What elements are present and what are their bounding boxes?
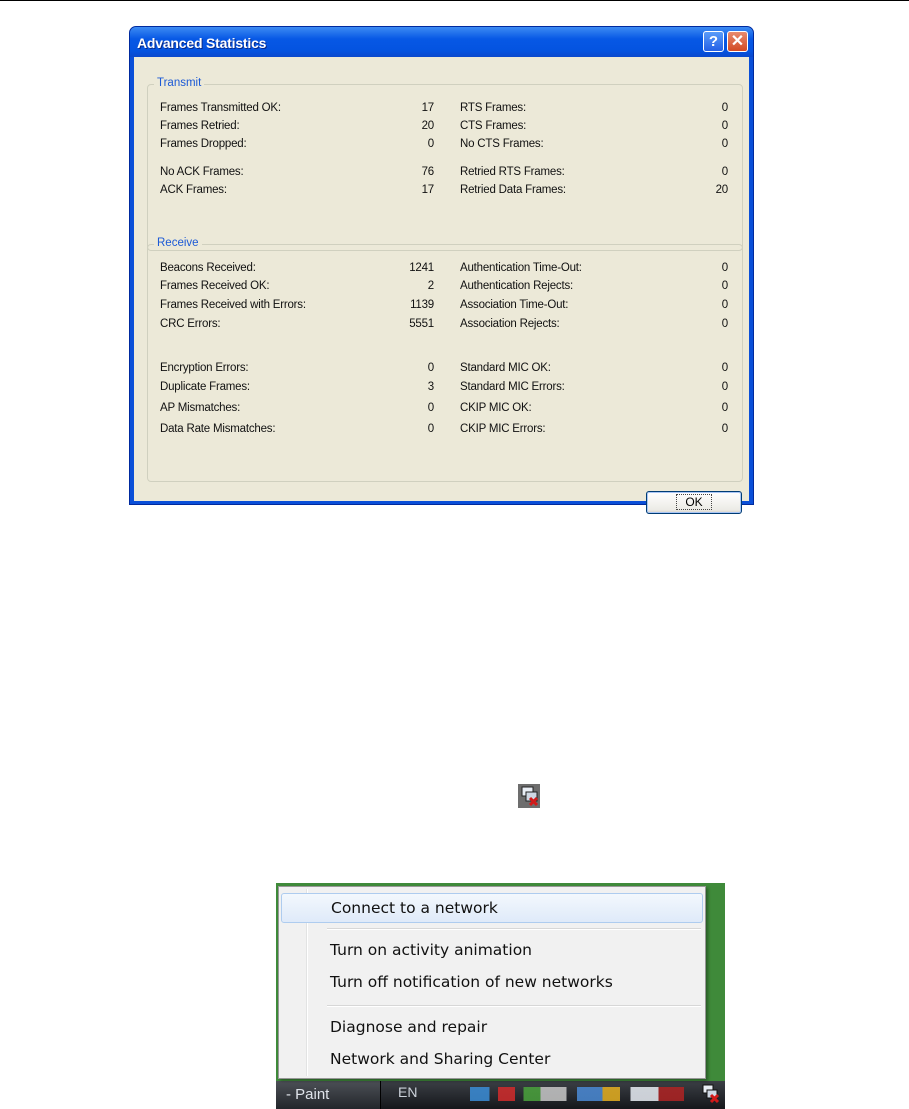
- stat-label: CKIP MIC OK:: [460, 402, 532, 414]
- dialog-titlebar[interactable]: [130, 27, 753, 57]
- stat-label: Standard MIC OK:: [460, 362, 551, 374]
- stat-value: 0: [721, 280, 728, 292]
- advanced-statistics-dialog: [129, 26, 754, 509]
- stat-row: [460, 361, 728, 376]
- stat-row: [160, 165, 434, 180]
- stat-row: [160, 183, 434, 198]
- stat-value: 0: [721, 102, 728, 114]
- stat-row: [460, 137, 728, 152]
- transmit-legend: Transmit: [154, 77, 204, 89]
- stat-row: [160, 401, 434, 416]
- stat-label: CRC Errors:: [160, 318, 221, 330]
- close-button[interactable]: [727, 31, 748, 52]
- stat-value: 0: [721, 318, 728, 330]
- network-menu-screenshot: [276, 883, 725, 1109]
- stat-value: 0: [721, 120, 728, 132]
- stat-label: Frames Received with Errors:: [160, 299, 306, 311]
- stat-value: 0: [721, 402, 728, 414]
- dialog-client-area: [134, 57, 749, 509]
- stat-label: CKIP MIC Errors:: [460, 423, 546, 435]
- stat-value: 3: [427, 381, 434, 393]
- stat-label: Authentication Time-Out:: [460, 262, 582, 274]
- stat-row: [160, 101, 434, 116]
- stat-value: 20: [421, 120, 434, 132]
- stat-label: ACK Frames:: [160, 184, 227, 196]
- menu-item-diagnose-repair[interactable]: [281, 1013, 703, 1043]
- stat-value: 0: [427, 423, 434, 435]
- stat-row: [460, 422, 728, 437]
- stat-value: 5551: [409, 318, 434, 330]
- taskbar-button-label: - Paint: [286, 1086, 330, 1103]
- stat-row: [460, 298, 728, 313]
- stat-label: Frames Received OK:: [160, 280, 270, 292]
- stat-value: 0: [721, 262, 728, 274]
- stat-value: 2: [427, 280, 434, 292]
- stat-value: 0: [427, 138, 434, 150]
- stat-value: 0: [427, 402, 434, 414]
- stat-value: 1241: [409, 262, 434, 274]
- stat-value: 20: [715, 184, 728, 196]
- stat-label: AP Mismatches:: [160, 402, 241, 414]
- stat-value: 17: [421, 102, 434, 114]
- stat-row: [460, 261, 728, 276]
- stat-row: [460, 183, 728, 198]
- stat-row: [460, 317, 728, 332]
- stat-label: Duplicate Frames:: [160, 381, 250, 393]
- stat-value: 0: [721, 166, 728, 178]
- stat-value: 0: [721, 138, 728, 150]
- stat-row: [160, 119, 434, 134]
- stat-row: [160, 279, 434, 294]
- stat-row: [460, 401, 728, 416]
- network-disconnected-icon[interactable]: [518, 784, 540, 808]
- menu-item-notification-toggle[interactable]: [281, 968, 703, 998]
- help-button[interactable]: [703, 31, 724, 52]
- stat-row: [460, 119, 728, 134]
- stat-label: No CTS Frames:: [460, 138, 544, 150]
- stat-row: [460, 101, 728, 116]
- network-context-menu: [278, 886, 706, 1079]
- stat-label: Data Rate Mismatches:: [160, 423, 276, 435]
- stat-row: [160, 380, 434, 395]
- network-disconnected-icon[interactable]: [701, 1083, 721, 1105]
- stat-value: 1139: [410, 299, 434, 311]
- taskbar: [276, 1081, 725, 1109]
- stat-label: Retried Data Frames:: [460, 184, 566, 196]
- menu-item-network-sharing-center[interactable]: [281, 1045, 703, 1075]
- stat-value: 0: [721, 362, 728, 374]
- stat-value: 0: [721, 423, 728, 435]
- stat-label: Authentication Rejects:: [460, 280, 574, 292]
- ok-button-label: OK: [676, 494, 711, 510]
- stat-row: [460, 279, 728, 294]
- stat-label: RTS Frames:: [460, 102, 526, 114]
- menu-item-label: Turn off notification of new networks: [330, 973, 613, 991]
- language-indicator[interactable]: EN: [398, 1084, 418, 1100]
- stat-value: 0: [721, 299, 728, 311]
- stat-label: Standard MIC Errors:: [460, 381, 565, 393]
- stat-value: 0: [721, 381, 728, 393]
- stat-value: 76: [421, 166, 434, 178]
- stat-value: 17: [421, 184, 434, 196]
- menu-item-label: Connect to a network: [331, 899, 498, 917]
- stat-row: [160, 298, 434, 313]
- ok-button[interactable]: [646, 491, 742, 514]
- close-icon: ✕: [730, 33, 745, 50]
- stat-row: [460, 380, 728, 395]
- help-icon: ?: [708, 33, 719, 50]
- receive-groupbox: [147, 237, 743, 482]
- taskbar-button-paint[interactable]: [276, 1081, 381, 1109]
- notification-area-icons[interactable]: [470, 1087, 684, 1101]
- stat-row: [160, 317, 434, 332]
- stat-row: [460, 165, 728, 180]
- transmit-groupbox: [147, 77, 743, 251]
- stat-value: 0: [427, 362, 434, 374]
- stat-label: Retried RTS Frames:: [460, 166, 565, 178]
- menu-item-connect-to-network[interactable]: [281, 893, 703, 923]
- stat-label: Frames Retried:: [160, 120, 240, 132]
- menu-item-activity-animation[interactable]: [281, 936, 703, 966]
- stat-row: [160, 137, 434, 152]
- menu-item-label: Network and Sharing Center: [330, 1050, 551, 1068]
- stat-label: No ACK Frames:: [160, 166, 244, 178]
- menu-separator: [327, 928, 701, 930]
- menu-item-label: Turn on activity animation: [330, 941, 532, 959]
- stat-row: [160, 261, 434, 276]
- stat-label: Encryption Errors:: [160, 362, 249, 374]
- stat-label: Frames Transmitted OK:: [160, 102, 281, 114]
- receive-legend: Receive: [154, 237, 202, 249]
- dialog-title: Advanced Statistics: [137, 35, 267, 51]
- menu-item-label: Diagnose and repair: [330, 1018, 488, 1036]
- stat-label: Association Time-Out:: [460, 299, 569, 311]
- stat-label: Frames Dropped:: [160, 138, 247, 150]
- stat-label: CTS Frames:: [460, 120, 527, 132]
- stat-row: [160, 361, 434, 376]
- stat-label: Association Rejects:: [460, 318, 560, 330]
- page-top-rule: [0, 0, 909, 1]
- stat-row: [160, 422, 434, 437]
- menu-separator: [327, 1005, 701, 1007]
- stat-label: Beacons Received:: [160, 262, 256, 274]
